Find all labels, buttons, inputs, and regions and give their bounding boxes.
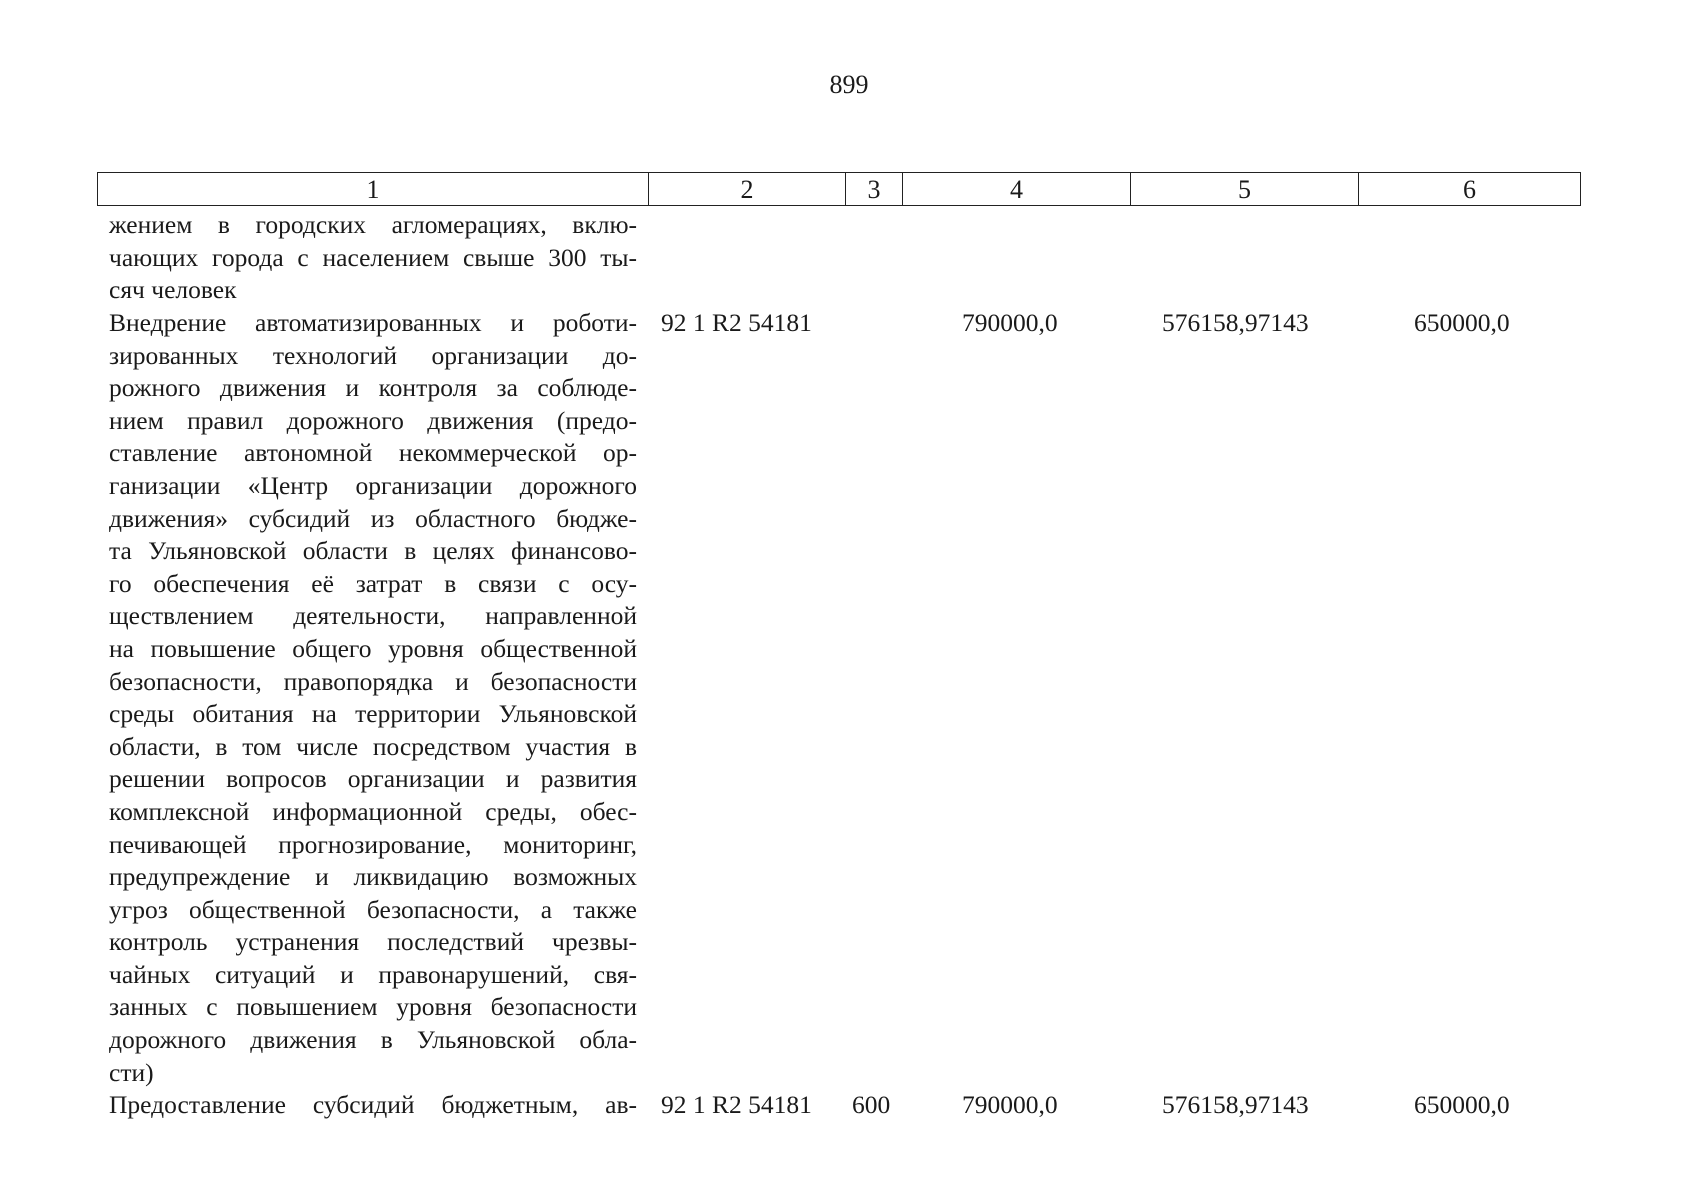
row-name-line: печивающей прогнозирование, мониторинг, bbox=[109, 829, 637, 859]
header-col-4: 4 bbox=[903, 173, 1131, 206]
row-name-line: Внедрение автоматизированных и роботи- bbox=[109, 308, 637, 337]
row-name-line: сяч человек bbox=[109, 275, 237, 305]
table-header bbox=[97, 172, 1581, 206]
row-name-line: нием правил дорожного движения (предо- bbox=[109, 405, 637, 435]
row-name bbox=[109, 1089, 637, 1122]
row-name-line: го обеспечения её затрат в связи с осу- bbox=[109, 568, 637, 598]
row-code: 92 1 R2 54181 bbox=[661, 1090, 812, 1119]
row-name-line: среды обитания на территории Ульяновской bbox=[109, 699, 637, 729]
header-col-1: 1 bbox=[98, 173, 649, 206]
page-number: 899 bbox=[829, 70, 869, 99]
row-name-line: угроз общественной безопасности, а также bbox=[109, 894, 637, 924]
row-name-line: на повышение общего уровня общественной bbox=[109, 633, 637, 663]
row-name-line: ставление автономной некоммерческой ор- bbox=[109, 438, 637, 468]
row-name-line: чайных ситуаций и правонарушений, свя- bbox=[109, 959, 637, 989]
row-name bbox=[109, 307, 637, 1089]
row-name-line: ганизации «Центр организации дорожного bbox=[109, 470, 637, 500]
row-name-line: чающих города с населением свыше 300 ты- bbox=[109, 242, 637, 272]
row-name-line: решении вопросов организации и развития bbox=[109, 764, 637, 794]
row-value-col5: 576158,97143 bbox=[1162, 1090, 1309, 1119]
row-name-line: предупреждение и ликвидацию возможных bbox=[109, 862, 637, 892]
header-col-5: 5 bbox=[1131, 173, 1359, 206]
header-col-6: 6 bbox=[1359, 173, 1581, 206]
row-name-line: комплексной информационной среды, обес- bbox=[109, 796, 637, 826]
row-name-line: ществлением деятельности, направленной bbox=[109, 601, 637, 631]
header-row bbox=[98, 173, 1581, 206]
row-name-line: движения» субсидий из областного бюдже- bbox=[109, 503, 637, 533]
row-name-line: сти) bbox=[109, 1057, 154, 1087]
row-name-line: зированных технологий организации до- bbox=[109, 340, 637, 370]
header-col-3: 3 bbox=[846, 173, 903, 206]
row-value-col6: 650000,0 bbox=[1414, 308, 1510, 337]
row-name-line: та Ульяновской области в целях финансово- bbox=[109, 536, 637, 566]
row-name-line: дорожного движения в Ульяновской обла- bbox=[109, 1025, 637, 1055]
row-value-col5: 576158,97143 bbox=[1162, 308, 1309, 337]
row-name-line: рожного движения и контроля за соблюде- bbox=[109, 373, 637, 403]
row-name-line: безопасности, правопорядка и безопасности bbox=[109, 666, 637, 696]
row-name-line: контроль устранения последствий чрезвы- bbox=[109, 927, 637, 957]
row-expense-type: 600 bbox=[852, 1090, 891, 1119]
row-code: 92 1 R2 54181 bbox=[661, 308, 812, 337]
row-name-line: области, в том числе посредством участия в bbox=[109, 731, 637, 761]
row-value-col4: 790000,0 bbox=[962, 308, 1058, 337]
header-col-2: 2 bbox=[649, 173, 846, 206]
row-name-line: занных с повышением уровня безопасности bbox=[109, 992, 637, 1022]
row-name bbox=[109, 209, 637, 307]
row-value-col6: 650000,0 bbox=[1414, 1090, 1510, 1119]
row-value-col4: 790000,0 bbox=[962, 1090, 1058, 1119]
row-name-line: Предоставление субсидий бюджетным, ав- bbox=[109, 1090, 637, 1119]
row-name-line: жением в городских агломерациях, вклю- bbox=[109, 210, 637, 239]
